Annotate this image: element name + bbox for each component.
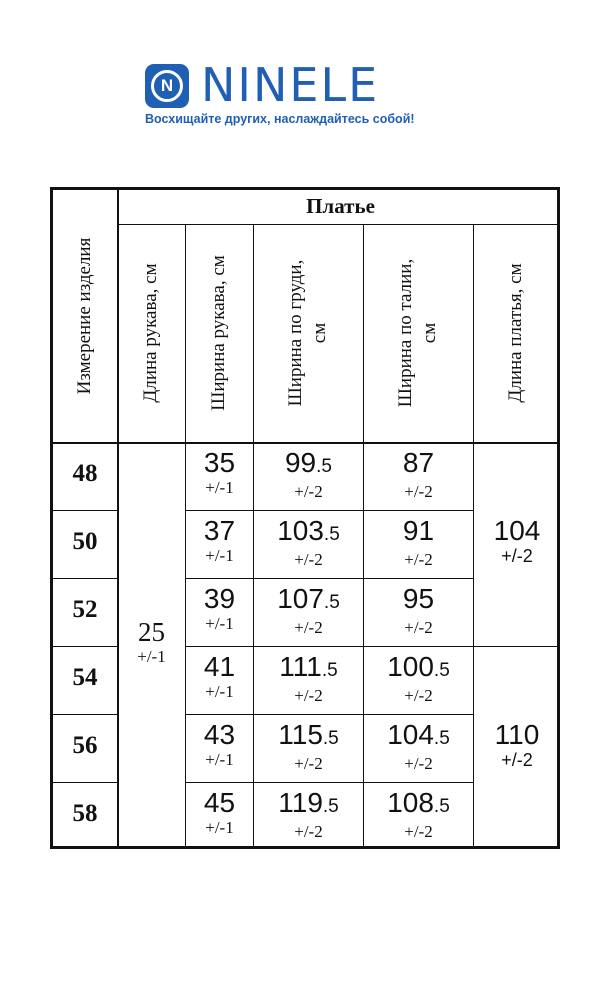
waist-width-cell (364, 584, 473, 638)
group-title: Платье (306, 194, 375, 218)
sleeve-width-cell (186, 652, 253, 702)
dress-length-tolerance: +/-2 (501, 546, 533, 566)
chest-width-fraction: .5 (322, 728, 339, 749)
chest-width-number: 115 (278, 719, 323, 750)
dress-length-tolerance: +/-2 (501, 750, 533, 770)
sleeve-width-value (186, 448, 253, 478)
sleeve-width-tolerance: +/-1 (205, 750, 234, 769)
chest-width-fraction: .5 (316, 456, 332, 477)
brand-name: NINELE (201, 58, 380, 112)
sleeve-width-value (186, 720, 253, 750)
chest-width-value (254, 584, 363, 618)
chest-width-value (254, 448, 363, 482)
sleeve-width-number: 37 (203, 515, 236, 546)
waist-width-cell (364, 720, 473, 774)
chest-width-fraction: .5 (322, 796, 339, 817)
waist-width-number: 87 (402, 447, 435, 478)
col-header-chest-line2: см (309, 322, 330, 344)
sleeve-width-number: 45 (203, 787, 236, 818)
waist-width-cell (364, 788, 473, 842)
waist-width-cell (364, 652, 473, 706)
chest-width-number: 111 (279, 651, 322, 682)
sleeve-width-cell (186, 720, 253, 770)
dress-length-value (474, 720, 560, 770)
dress-length-number: 110 (494, 719, 540, 750)
waist-width-number: 95 (402, 583, 435, 614)
waist-width-value (364, 652, 473, 686)
chest-width-value (254, 516, 363, 550)
sleeve-length-number: 25 (138, 617, 165, 647)
col-header-sleeve-length: Длина рукава, см (140, 263, 161, 403)
chest-width-cell (254, 720, 363, 774)
chest-width-tolerance: +/-2 (294, 686, 323, 705)
brand-slogan: Восхищайте других, наслаждайтесь собой! (145, 112, 415, 126)
chest-width-tolerance: +/-2 (294, 754, 323, 773)
chest-width-number: 103 (277, 515, 324, 546)
logo-mark-icon (145, 64, 189, 108)
chest-width-tolerance: +/-2 (294, 482, 323, 501)
dress-length-number: 104 (493, 515, 541, 546)
sleeve-width-value (186, 788, 253, 818)
sleeve-width-cell (186, 516, 253, 566)
col-header-sleeve-width: Ширина рукава, см (208, 255, 229, 411)
size-label: 50 (72, 528, 98, 555)
sleeve-length-value (118, 617, 185, 667)
chest-width-fraction: .5 (323, 524, 340, 545)
waist-width-fraction: .5 (433, 728, 450, 749)
sleeve-width-number: 43 (203, 719, 236, 750)
col-header-chest-line1: Ширина по груди, (285, 259, 306, 407)
size-label: 58 (72, 800, 98, 827)
chest-width-number: 107 (277, 583, 324, 614)
sleeve-width-cell (186, 788, 253, 838)
sleeve-width-value (186, 584, 253, 614)
size-label: 52 (72, 596, 98, 623)
sleeve-length-tolerance: +/-1 (137, 647, 166, 666)
sleeve-width-tolerance: +/-1 (205, 478, 234, 497)
waist-width-tolerance: +/-2 (404, 550, 433, 569)
sleeve-width-number: 35 (203, 447, 236, 478)
waist-width-value (364, 584, 473, 618)
chest-width-cell (254, 584, 363, 638)
waist-width-number: 91 (402, 515, 435, 546)
waist-width-fraction: .5 (433, 796, 450, 817)
col-header-chest (284, 235, 332, 431)
waist-width-number: 108 (387, 787, 434, 818)
waist-width-fraction: .5 (433, 660, 450, 681)
waist-width-tolerance: +/-2 (404, 686, 433, 705)
brand-logo (145, 58, 475, 134)
waist-width-tolerance: +/-2 (404, 482, 433, 501)
waist-width-value (364, 788, 473, 822)
chest-width-tolerance: +/-2 (294, 822, 323, 841)
logo-letter: N (151, 70, 183, 102)
chest-width-fraction: .5 (323, 592, 340, 613)
chest-width-cell (254, 652, 363, 706)
size-label: 48 (72, 460, 98, 487)
waist-width-value (364, 516, 473, 550)
sleeve-width-tolerance: +/-1 (205, 614, 234, 633)
sleeve-width-value (186, 652, 253, 682)
sleeve-width-tolerance: +/-1 (205, 682, 234, 701)
chest-width-tolerance: +/-2 (294, 550, 323, 569)
col-header-dress-length: Длина платья, см (505, 263, 526, 403)
chest-width-cell (254, 788, 363, 842)
chest-width-number: 99 (284, 447, 317, 478)
waist-width-value (364, 720, 473, 754)
size-label: 56 (72, 732, 98, 759)
chest-width-value (254, 720, 363, 754)
sleeve-width-cell (186, 448, 253, 498)
waist-width-tolerance: +/-2 (404, 618, 433, 637)
waist-width-tolerance: +/-2 (404, 754, 433, 773)
waist-width-number: 100 (387, 651, 434, 682)
size-label: 54 (72, 664, 98, 691)
sleeve-width-tolerance: +/-1 (205, 546, 234, 565)
waist-width-cell (364, 516, 473, 570)
waist-width-number: 104 (387, 719, 434, 750)
chest-width-number: 119 (278, 787, 323, 818)
col-header-waist (394, 235, 442, 431)
chest-width-tolerance: +/-2 (294, 618, 323, 637)
col-header-waist-line2: см (419, 322, 440, 344)
sleeve-width-tolerance: +/-1 (205, 818, 234, 837)
waist-width-tolerance: +/-2 (404, 822, 433, 841)
chest-width-value (254, 652, 363, 686)
chest-width-cell (254, 516, 363, 570)
size-table (50, 187, 560, 849)
dress-length-value (474, 516, 560, 566)
chest-width-fraction: .5 (321, 660, 338, 681)
row-header: Измерение изделия (74, 237, 95, 395)
waist-width-cell (364, 448, 473, 502)
sleeve-width-cell (186, 584, 253, 634)
chest-width-value (254, 788, 363, 822)
col-header-waist-line1: Ширина по талии, (395, 258, 416, 408)
sleeve-width-number: 39 (203, 583, 236, 614)
sleeve-width-value (186, 516, 253, 546)
waist-width-value (364, 448, 473, 482)
chest-width-cell (254, 448, 363, 502)
sleeve-width-number: 41 (203, 651, 236, 682)
